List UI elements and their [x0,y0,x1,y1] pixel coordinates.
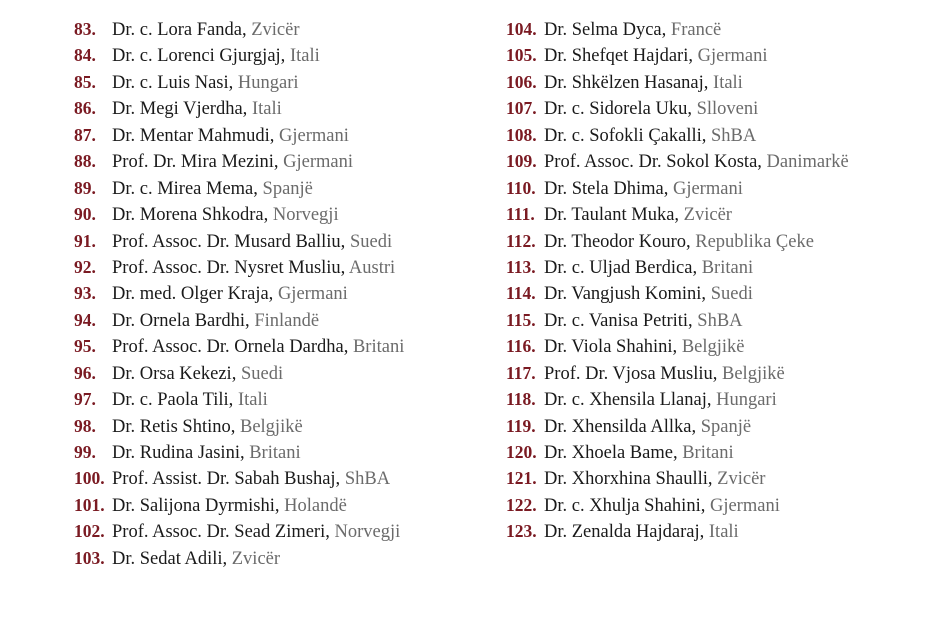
item-number: 97. [74,389,96,410]
country-name: Slloveni [696,99,759,120]
person-name: Dr. Rudina Jasini, [112,443,245,463]
list-item [74,122,404,148]
item-number: 98. [74,415,96,436]
country-name: Danimarkë [766,152,849,173]
country-name: Suedi [349,231,393,252]
item-number: 90. [74,204,96,225]
item-number: 84. [74,45,96,66]
person-name: Dr. Vangjush Komini, [544,284,707,305]
person-name: Dr. c. Lora Fanda, [112,20,247,40]
list-item [74,16,404,42]
country-name: Itali [708,522,739,543]
list-item [74,413,404,439]
list-item [506,465,849,491]
person-name: Prof. Assoc. Dr. Nysret Musliu, [112,257,346,278]
item-number: 96. [74,362,96,383]
country-name: Gjermani [709,495,780,516]
person-name: Prof. Dr. Vjosa Musliu, [544,363,718,384]
country-name: Hungari [716,390,777,411]
country-name: Zvicër [683,205,732,226]
item-number: 100. [74,468,105,489]
list-item [74,201,404,227]
person-name: Dr. Taulant Muka, [544,205,680,226]
item-number: 92. [74,256,96,277]
person-name: Prof. Assoc. Dr. Sokol Kosta, [544,152,762,173]
list-item [74,42,404,68]
person-name: Dr. Ornela Bardhi, [112,310,250,331]
list-item [74,545,404,571]
person-name: Dr. Shefqet Hajdari, [544,46,693,67]
person-name: Dr. Stela Dhima, [544,178,669,199]
person-name: Dr. c. Mirea Mema, [112,178,258,199]
item-number: 106. [506,71,537,92]
item-number: 88. [74,151,96,172]
item-number: 116. [506,336,536,357]
list-item [506,16,849,42]
person-name: Dr. Zenalda Hajdaraj, [544,522,705,543]
country-name: Belgjikë [681,337,745,358]
country-name: Zvicër [251,20,300,40]
item-number: 87. [74,124,96,145]
item-number: 103. [74,547,105,568]
list-item [74,69,404,95]
item-number: 110. [506,177,536,198]
item-number: 120. [506,442,537,462]
item-number: 121. [506,468,537,489]
country-name: Suedi [710,284,753,305]
item-number: 114. [506,283,536,304]
list-item [74,148,404,174]
person-name: Dr. c. Xhulja Shahini, [544,495,706,516]
item-number: 102. [74,521,105,542]
person-name: Dr. c. Lorenci Gjurgjaj, [112,46,286,67]
country-name: Zvicër [717,469,766,490]
list-item [506,148,849,174]
country-name: Gjermani [672,178,743,199]
left-column [74,16,404,571]
country-name: Itali [251,99,282,120]
list-item [74,228,404,254]
person-name: Dr. Retis Shtino, [112,416,236,437]
person-name: Dr. c. Uljad Berdica, [544,257,698,278]
item-number: 122. [506,494,537,515]
list-item [506,201,849,227]
list-item [506,492,849,518]
country-name: Gjermani [279,125,349,146]
list-item [506,360,849,386]
list-item [506,413,849,439]
item-number: 113. [506,256,536,277]
list-item [74,95,404,121]
country-name: Spanjë [262,178,313,199]
country-name: Spanjë [700,416,752,437]
country-name: Norvegji [272,205,339,226]
list-item [74,307,404,333]
person-name: Dr. c. Sofokli Çakalli, [544,125,707,146]
list-item [506,69,849,95]
list-item [506,228,849,254]
item-number: 89. [74,177,96,198]
list-item [506,518,849,544]
country-name: Norvegji [334,522,401,543]
list-item [74,175,404,201]
person-name: Dr. Xhensilda Allka, [544,416,697,437]
person-name: Dr. Viola Shahini, [544,337,678,358]
list-item [506,386,849,412]
list-item [506,122,849,148]
item-number: 118. [506,389,536,410]
list-item [74,386,404,412]
list-item [74,254,404,280]
country-name: Finlandë [254,310,320,331]
item-number: 111. [506,204,535,225]
country-name: Holandë [284,495,347,516]
country-name: Britani [249,443,301,463]
person-name: Dr. med. Olger Kraja, [112,284,274,305]
country-name: Belgjikë [722,363,785,384]
item-number: 101. [74,494,105,515]
list-item [74,518,404,544]
person-name: Dr. Theodor Kouro, [544,231,691,252]
country-name: Itali [237,390,268,411]
person-name: Dr. Orsa Kekezi, [112,363,237,384]
country-name: Gjermani [697,46,768,67]
list-item [506,333,849,359]
person-name: Dr. Morena Shkodra, [112,205,269,226]
item-number: 107. [506,98,537,119]
list-item [74,333,404,359]
person-name: Dr. Xhoela Bame, [544,443,678,463]
item-number: 112. [506,230,536,251]
item-number: 108. [506,124,537,145]
item-number: 86. [74,98,96,119]
person-name: Dr. Selma Dyca, [544,20,667,40]
country-name: Republika Çeke [695,231,814,252]
person-name: Prof. Dr. Mira Mezini, [112,152,279,173]
list-item [506,280,849,306]
list-item [506,254,849,280]
list-item [506,42,849,68]
list-item [74,280,404,306]
person-name: Dr. c. Sidorela Uku, [544,99,692,120]
person-name: Prof. Assoc. Dr. Sead Zimeri, [112,522,330,543]
item-number: 93. [74,283,96,304]
item-number: 109. [506,151,537,172]
country-name: ShBA [711,125,757,146]
country-name: Belgjikë [239,416,303,437]
item-number: 95. [74,336,96,357]
item-number: 119. [506,415,536,436]
item-number: 94. [74,309,96,330]
person-name: Dr. c. Vanisa Petriti, [544,310,693,331]
country-name: Suedi [240,363,284,384]
person-name: Dr. c. Xhensila Llanaj, [544,390,712,411]
right-column [506,16,849,545]
list-item [74,465,404,491]
item-number: 104. [506,19,537,39]
country-name: Francë [670,20,722,40]
country-name: Gjermani [283,152,353,173]
list-item [506,175,849,201]
person-name: Dr. c. Luis Nasi, [112,72,234,93]
person-name: Dr. Shkëlzen Hasanaj, [544,72,709,93]
person-name: Dr. Xhorxhina Shaulli, [544,469,713,490]
person-name: Dr. Mentar Mahmudi, [112,125,275,146]
country-name: Britani [682,443,734,463]
list-item [506,95,849,121]
person-name: Dr. Megi Vjerdha, [112,99,248,120]
item-number: 117. [506,362,536,383]
person-name: Prof. Assoc. Dr. Ornela Dardha, [112,337,349,358]
country-name: Britani [701,257,754,278]
country-name: ShBA [344,469,391,490]
country-name: Itali [289,46,320,67]
item-number: 115. [506,309,536,330]
item-number: 99. [74,442,96,462]
country-name: Austri [348,257,396,278]
person-name: Prof. Assoc. Dr. Musard Balliu, [112,231,346,252]
country-name: Zvicër [231,548,281,569]
country-name: Hungari [237,72,299,93]
item-number: 91. [74,230,96,251]
item-number: 85. [74,71,96,92]
item-number: 123. [506,521,537,542]
person-name: Dr. Salijona Dyrmishi, [112,495,280,516]
person-name: Dr. c. Paola Tili, [112,390,234,411]
country-name: Britani [352,337,405,358]
list-item [506,307,849,333]
item-number: 105. [506,45,537,66]
person-name: Prof. Assist. Dr. Sabah Bushaj, [112,469,341,490]
country-name: Gjermani [277,284,348,305]
list-item [74,360,404,386]
country-name: ShBA [697,310,743,331]
person-name: Dr. Sedat Adili, [112,548,228,569]
list-item [74,492,404,518]
list-item [74,439,404,465]
country-name: Itali [713,72,743,93]
item-number: 83. [74,19,96,39]
list-item [506,439,849,465]
